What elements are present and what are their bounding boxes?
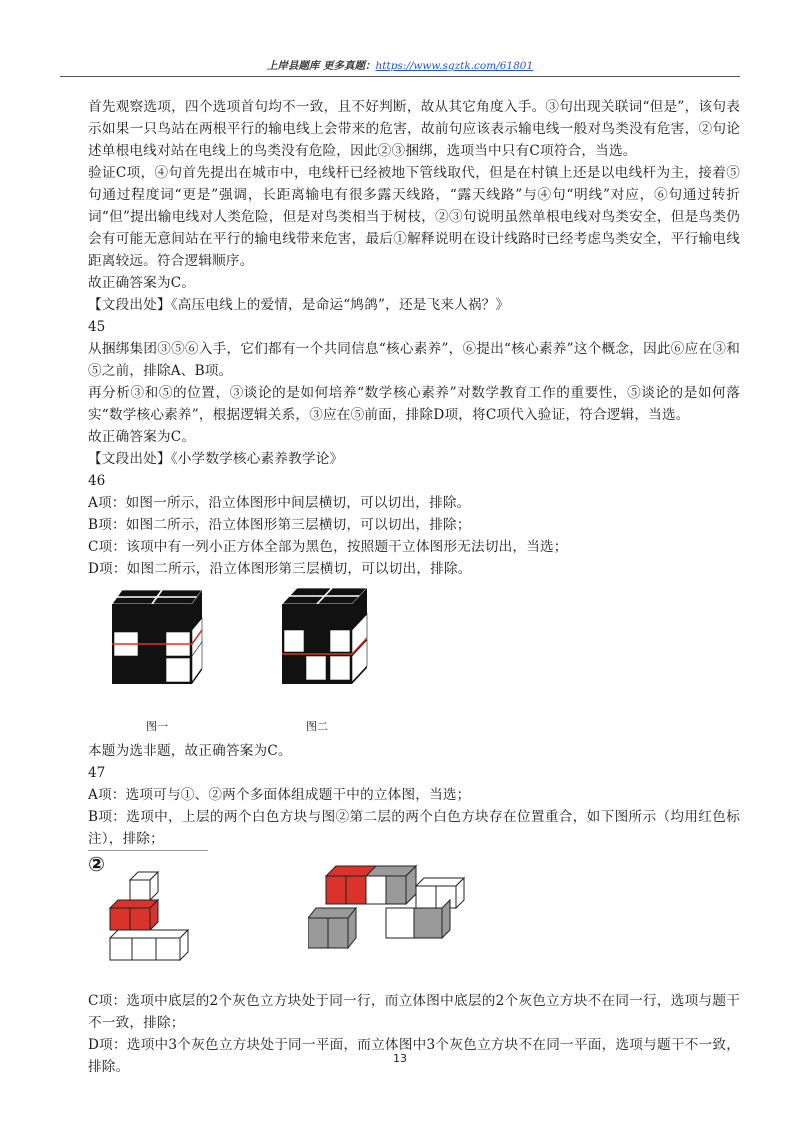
polyhedron-figures-row — [88, 850, 740, 990]
paragraph-12: D项：如图二所示，沿立体图形第三层横切，可以切出，排除。 — [88, 561, 472, 577]
page-header — [0, 58, 800, 73]
figure-2-separator — [88, 850, 208, 851]
paragraph-14: A项：选项可与①、②两个多面体组成题干中的立体图，当选； — [88, 787, 471, 803]
question-number-45: 45 — [88, 319, 106, 335]
paragraph-6: 再分析③和⑤的位置，③谈论的是如何培养“数学核心素养”对数学教育工作的重要性，⑤谈论的是如何落实“数学核心素养”，根据逻辑关系，③应在⑤前面，排除D项，将C项代入验证，符合逻辑，当选。 — [88, 385, 740, 423]
header-link[interactable]: https://www.sgztk.com/61801 — [375, 60, 534, 72]
paragraph-16: C项：选项中底层的2个灰色立方块处于同一行，而立体图中底层的2个灰色立方块不在同一行，选项与题干不一致，排除； — [88, 993, 740, 1031]
figure-1-caption: 图一 — [146, 720, 168, 733]
figure-2-label: ② — [88, 852, 105, 876]
header-prefix: 上岸县题库 更多真题： — [266, 60, 376, 72]
paragraph-17: D项：选项中3个灰色立方块处于同一平面，而立体图中3个灰色立方块不在同一平面，选项与题干不一致，排除。 — [88, 1037, 740, 1075]
paragraph-9: A项：如图一所示，沿立体图形中间层横切，可以切出，排除。 — [88, 495, 471, 511]
question-number-46: 46 — [88, 473, 106, 489]
paragraph-15: B项：选项中，上层的两个白色方块与图②第二层的两个白色方块存在位置重合，如下图所示（均用红色标注），排除； — [88, 809, 740, 847]
cube-figure-1 — [102, 584, 212, 704]
paragraph-11: C项：该项中有一列小正方体全部为黑色，按照题干立体图形无法切出，当选； — [88, 539, 568, 555]
paragraph-source-45: 【文段出处】《小学数学核心素养教学论》 — [88, 451, 344, 467]
paragraph-source-44: 【文段出处】《高压电线上的爱情，是命运“鸠鸽”，还是飞来人祸？》 — [88, 297, 510, 313]
paragraph-3: 故正确答案为C。 — [88, 275, 196, 291]
paragraph-13: 本题为选非题，故正确答案为C。 — [88, 743, 292, 759]
question-number-47: 47 — [88, 765, 106, 781]
paragraph-1: 首先观察选项，四个选项首句均不一致，且不好判断，故从其它角度入手。③句出现关联词“但是”，该句表示如果一只鸟站在两根平行的输电线上会带来的危害，故前句应该表示输电线一般对鸟类没有危害，②句论述单根电线对站在电线上的鸟类没有危险，因此②③捆绑，选项当中只有C项符合，当选。 — [88, 99, 740, 159]
header-divider — [60, 76, 740, 77]
cube-figure-2 — [272, 584, 382, 704]
figure-2-caption: 图二 — [306, 720, 328, 733]
paragraph-5: 从捆绑集团③⑤⑥入手，它们都有一个共同信息“核心素养”，⑥提出“核心素养”这个概念，因此⑥应在③和⑤之前，排除A、B项。 — [88, 341, 740, 379]
paragraph-2: 验证C项，④句首先提出在城市中，电线杆已经被地下管线取代，但是在村镇上还是以电线杆为主，接着⑤句通过程度词“更是”强调，长距离输电有很多露天线路，“露天线路”与④句“明线”对应，⑥句通过转折词“但”提出输电线对人类危险，但是对鸟类相当于树枝，②③句说明虽然单根电线对鸟类安全，但是鸟类仍会有可能无意间站在平行的输电线带来危害，最后①解释说明在设计线路时已经考虑鸟类安全，平行输电线距离较远。符合逻辑顺序。 — [88, 165, 740, 269]
page-content — [88, 96, 740, 1078]
paragraph-7: 故正确答案为C。 — [88, 429, 196, 445]
polyhedron-figure-2 — [100, 860, 210, 980]
paragraph-10: B项：如图二所示，沿立体图形第三层横切，可以切出，排除； — [88, 517, 471, 533]
page-number: 13 — [393, 1052, 407, 1065]
cube-figures-row — [88, 580, 740, 740]
polyhedron-composite — [308, 856, 488, 976]
